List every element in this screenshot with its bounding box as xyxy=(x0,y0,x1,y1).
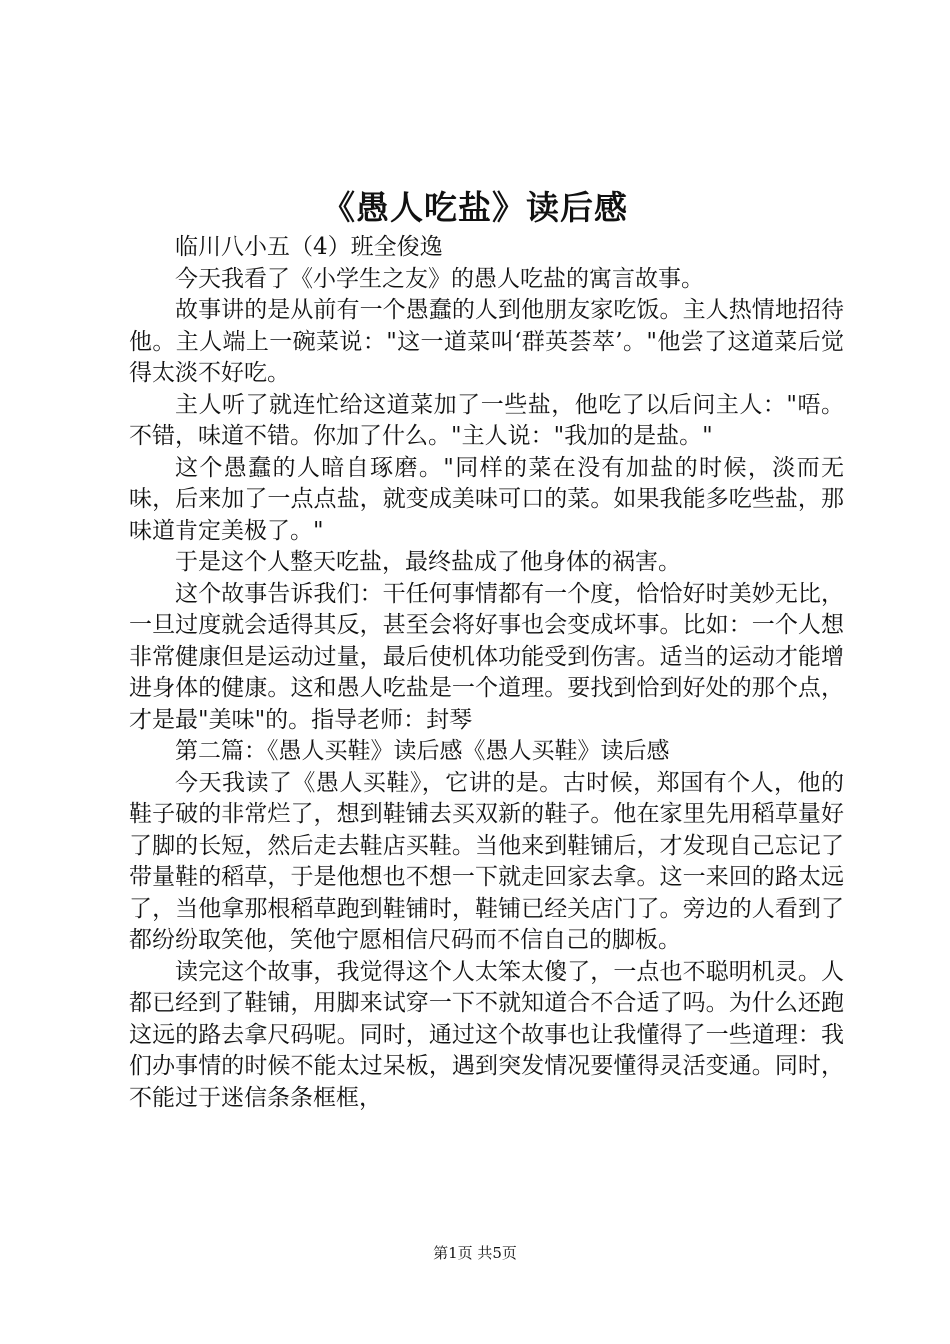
body-paragraph: 于是这个人整天吃盐，最终盐成了他身体的祸害。 xyxy=(175,549,681,575)
body-paragraph: 主人听了就连忙给这道菜加了一些盐，他吃了以后问主人："唔。不错，味道不错。你加了什么。"主人说："我加的是盐。" xyxy=(129,391,844,449)
author-line: 临川八小五（4）班全俊逸 xyxy=(175,234,443,260)
document-body xyxy=(129,232,844,1114)
body-paragraph: 今天我看了《小学生之友》的愚人吃盐的寓言故事。 xyxy=(175,265,704,292)
body-paragraph: 故事讲的是从前有一个愚蠢的人到他朋友家吃饭。主人热情地招待他。主人端上一碗菜说："这一道菜叫‘群英荟萃’。"他尝了这道菜后觉得太淡不好吃。 xyxy=(129,297,844,386)
body-paragraph: 今天我读了《愚人买鞋》，它讲的是。古时候，郑国有个人，他的鞋子破的非常烂了，想到鞋铺去买双新的鞋子。他在家里先用稻草量好了脚的长短，然后走去鞋店买鞋。当他来到鞋铺后，才发现自己忘记了带量鞋的稻草，于是他想也不想一下就走回家去拿。这一来回的路太远了，当他拿那根稻草跑到鞋铺时，鞋铺已经关店门了。旁边的人看到了都纷纷取笑他，笑他宁愿相信尺码而不信自己的脚板。 xyxy=(129,769,844,953)
body-paragraph: 这个愚蠢的人暗自琢磨。"同样的菜在没有加盐的时候，淡而无味，后来加了一点点盐，就变成美味可口的菜。如果我能多吃些盐，那味道肯定美极了。" xyxy=(129,454,844,544)
body-paragraph: 这个故事告诉我们：干任何事情都有一个度，恰恰好时美妙无比，一旦过度就会适得其反，甚至会将好事也会变成坏事。比如：一个人想非常健康但是运动过量，最后使机体功能受到伤害。适当的运动才能增进身体的健康。这和愚人吃盐是一个道理。要找到恰到好处的那个点，才是最"美味"的。指导老师：封琴 xyxy=(129,580,844,733)
section-heading: 第二篇：《愚人买鞋》读后感《愚人买鞋》读后感 xyxy=(175,738,670,764)
body-paragraph: 读完这个故事，我觉得这个人太笨太傻了，一点也不聪明机灵。人都已经到了鞋铺，用脚来试穿一下不就知道合不合适了吗。为什么还跑这远的路去拿尺码呢。同时，通过这个故事也让我懂得了一些道理：我们办事情的时候不能太过呆板，遇到突发情况要懂得灵活变通。同时，不能过于迷信条条框框， xyxy=(129,958,844,1111)
page-number-footer: 第1页 共5页 xyxy=(433,1244,517,1262)
document-title: 《愚人吃盐》读后感 xyxy=(322,188,628,227)
